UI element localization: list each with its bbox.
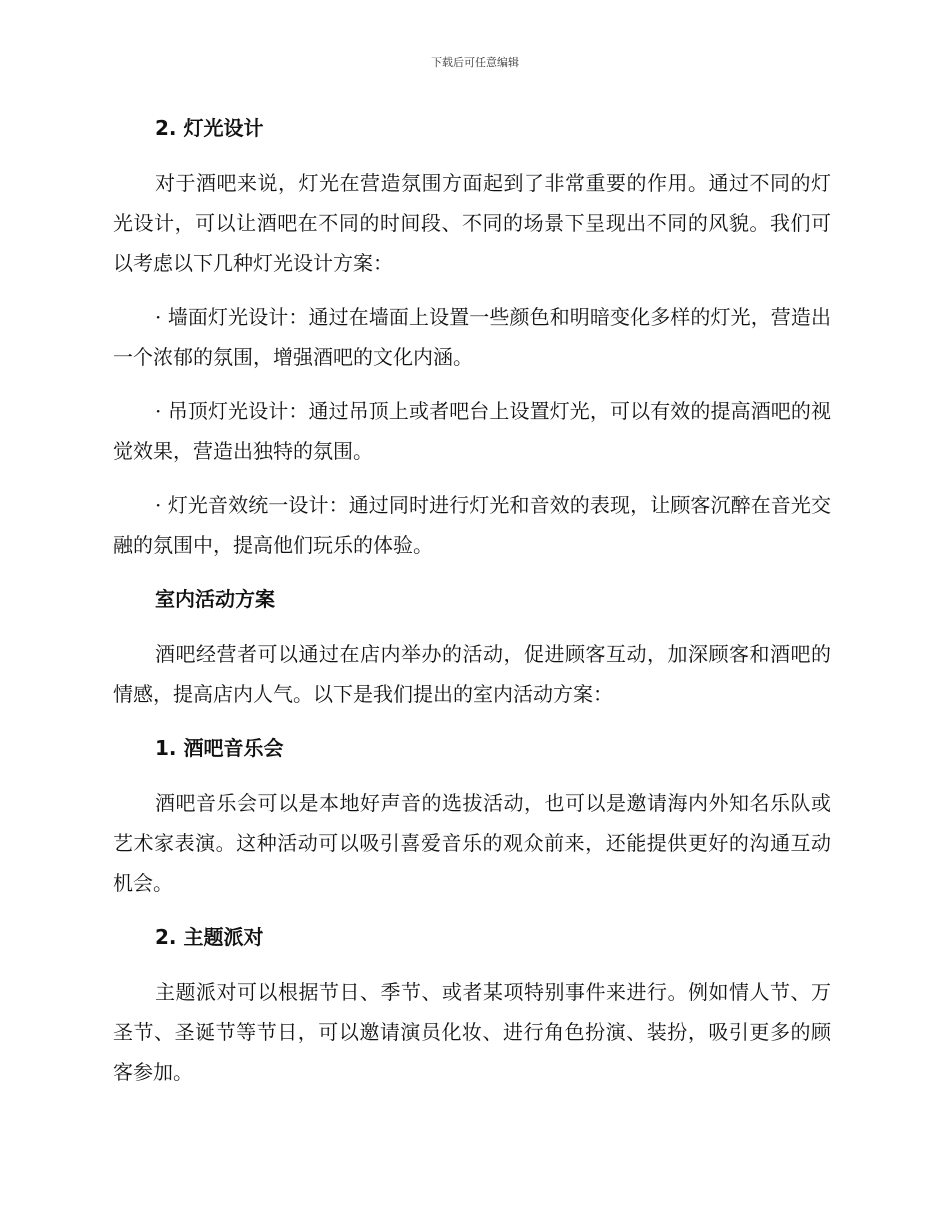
section-heading-theme-party: 2. 主题派对 [155,925,264,949]
section-heading-lighting-design: 2. 灯光设计 [155,116,264,140]
paragraph-theme-party: 主题派对可以根据节日、季节、或者某项特别事件来进行。例如情人节、万圣节、圣诞节等节日，可以邀请演员化妆、进行角色扮演、装扮，吸引更多的顾客参加。 [113,980,831,1084]
paragraph-lighting-intro: 对于酒吧来说，灯光在营造氛围方面起到了非常重要的作用。通过不同的灯光设计，可以让酒吧在不同的时间段、不同的场景下呈现出不同的风貌。我们可以考虑以下几种灯光设计方案： [113,171,831,275]
bullet-wall-lighting: · 墙面灯光设计：通过在墙面上设置一些颜色和明暗变化多样的灯光，营造出一个浓郁的氛围，增强酒吧的文化内涵。 [113,305,831,369]
page-header: 下载后可任意编辑 [431,56,519,69]
document-body [113,108,831,1092]
section-heading-bar-concert: 1. 酒吧音乐会 [155,736,284,760]
bullet-ceiling-lighting: · 吊顶灯光设计：通过吊顶上或者吧台上设置灯光，可以有效的提高酒吧的视觉效果，营造出独特的氛围。 [113,399,831,463]
paragraph-bar-concert: 酒吧音乐会可以是本地好声音的选拔活动，也可以是邀请海内外知名乐队或艺术家表演。这种活动可以吸引喜爱音乐的观众前来，还能提供更好的沟通互动机会。 [113,791,831,895]
section-heading-indoor-activities: 室内活动方案 [155,587,275,611]
bullet-light-sound-design: · 灯光音效统一设计：通过同时进行灯光和音效的表现，让顾客沉醉在音光交融的氛围中，提高他们玩乐的体验。 [113,493,831,557]
paragraph-activities-intro: 酒吧经营者可以通过在店内举办的活动，促进顾客互动，加深顾客和酒吧的情感，提高店内人气。以下是我们提出的室内活动方案： [113,642,831,706]
